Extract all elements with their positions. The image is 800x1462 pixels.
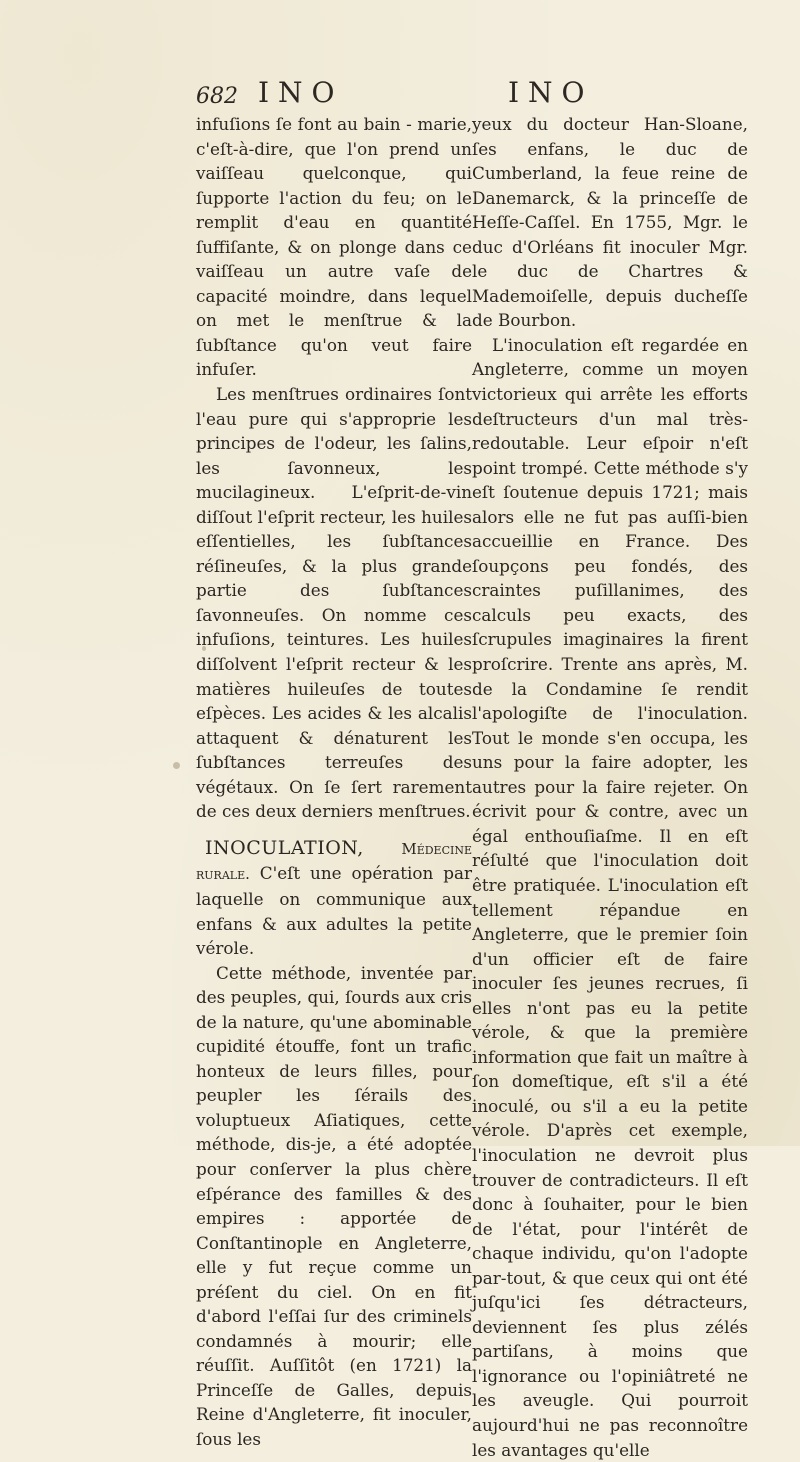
dictionary-entry <box>196 836 472 961</box>
left-paragraph-2: Les menſtrues ordinaires ſont l'eau pure qui s'approprie les principes de l'odeur, les ſalins, les ſavonneux, les mucilagineux. L'eſprit-de-vin diſſout l'eſprit recteur, les huiles eſſentielles, les ſubſtances réſineuſes, & la plus grande partie des ſubſtances ſavonneuſes. On nomme ces infuſions, teintures. Les huiles diſſolvent l'eſprit recteur & les matières huileuſes de toutes eſpèces. Les acides & les alcalis attaquent & dénaturent les ſubſtances terreuſes des végétaux. On ſe ſert rarement de ces deux derniers menſtrues. <box>196 384 472 822</box>
left-paragraph-3: Cette méthode, inventée par des peuples, qui, ſourds aux cris de la nature, qu'une abominable cupidité étouffe, font un trafic honteux de leurs filles, pour peupler les ſérails des voluptueux Aſiatiques, cette méthode, dis-je, a été adoptée pour conſerver la plus chère eſpérance des familles & des empires : apportée de Conſtantinople en Angleterre, elle y fut reçue comme un préſent du ciel. On en fit d'abord l'eſſai ſur des criminels condamnés à mourir; elle réuſſit. Auſſitôt (en 1721) la Princeſſe de Galles, depuis Reine d'Angleterre, fit inoculer, ſous les <box>196 962 472 1449</box>
running-head-right: INO <box>508 76 594 109</box>
entry-definition: C'eſt une opération par laquelle on communique aux enfans & aux adultes la petite vérole. <box>196 863 472 959</box>
entry-headword: INOCULATION, <box>205 836 364 859</box>
running-head-left: INO <box>258 76 344 109</box>
right-paragraph-1: yeux du docteur Han-Sloane, ſes enfans, le duc de Cumberland, la feue reine de Danemarck, & la princeſſe de Heſſe-Caſſel. En 1755, Mgr. le duc d'Orléans fit inoculer Mgr. le duc de Chartres & Mademoiſelle, depuis ducheſſe de Bourbon. <box>472 114 748 331</box>
page-number: 682 <box>196 84 238 109</box>
left-column <box>196 112 472 1452</box>
page-header <box>0 70 800 110</box>
ink-fleck <box>173 762 180 769</box>
entry-category: Médecine rurale. <box>196 839 472 884</box>
right-column <box>472 112 748 1462</box>
right-paragraph-2: L'inoculation eſt regardée en Angleterre, comme un moyen victorieux qui arrête les efforts deſtructeurs d'un mal très-redoutable. Leur eſpoir n'eſt point trompé. Cette méthode s'y eſt ſoutenue depuis 1721; mais alors elle ne fut pas auſſi-bien accueillie en France. Des ſoupçons peu fondés, des craintes puſillanimes, des calculs peu exacts, des ſcrupules imaginaires la firent proſcrire. Trente ans après, M. de la Condamine ſe rendit l'apologiſte de l'inoculation. Tout le monde s'en occupa, les uns pour la faire adopter, les autres pour la faire rejeter. On écrivit pour & contre, avec un égal enthouſiaſme. Il en eſt réſulté que l'inoculation doit être pratiquée. L'inoculation eſt tellement répandue en Angleterre, que le premier ſoin d'un officier eſt de faire inoculer ſes jeunes recrues, ſi elles n'ont pas eu la petite vérole, & que la première information que fait un maître à ſon domeſtique, eſt s'il a été inoculé, ou s'il a eu la petite vérole. D'après cet exemple, l'inoculation ne devroit plus trouver de contradicteurs. Il eſt donc à ſouhaiter, pour le bien de l'état, pour l'intérêt de chaque individu, qu'on l'adopte par-tout, & que ceux qui ont été juſqu'ici ſes détracteurs, deviennent ſes plus zélés partiſans, à moins que l'ignorance ou l'opiniâtreté ne les aveugle. Qui pourroit aujourd'hui ne pas reconnoître les avantages qu'elle <box>472 334 748 1460</box>
ink-fleck <box>202 646 206 651</box>
left-paragraph-1: infuſions ſe font au bain - marie, c'eſt-à-dire, que l'on prend un vaiſſeau quelconque, qui ſupporte l'action du feu; on le remplit d'eau en quantité ſuffiſante, & on plonge dans ce vaiſſeau un autre vaſe de capacité moindre, dans lequel on met le menſtrue & la ſubſtance qu'on veut faire infuſer. <box>196 114 472 380</box>
